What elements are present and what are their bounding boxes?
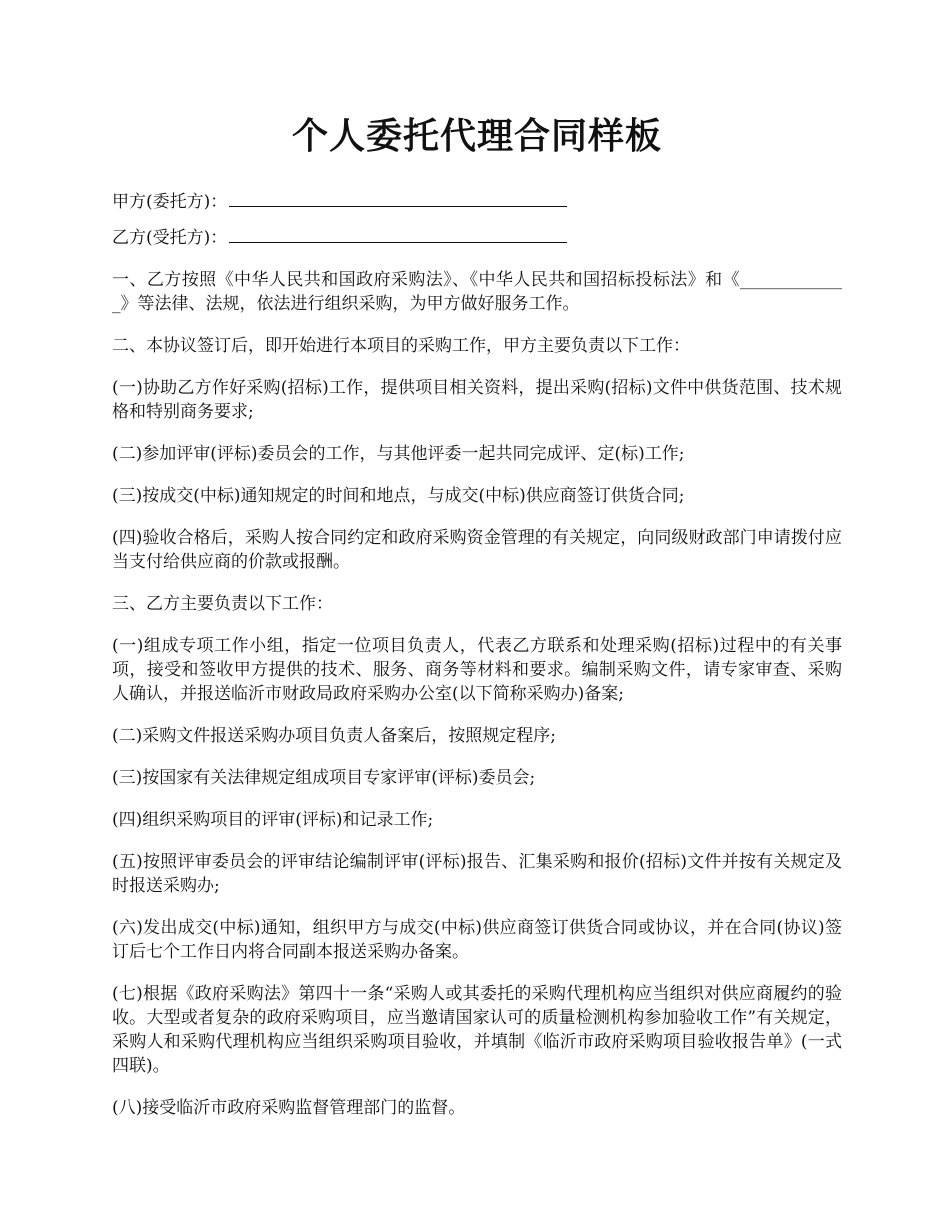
party-b-blank <box>229 226 567 243</box>
clause-3-item-3: (三)按国家有关法律规定组成项目专家评审(评标)委员会; <box>112 768 536 788</box>
clause-3-item-1: (一)组成专项工作小组，指定一位项目负责人，代表乙方联系和处理采购(招标)过程中的有关事项，接受和签收甲方提供的技术、服务、商务等材料和要求。编制采购文件，请专家审查、采购人确认，并报送临沂市财政局政府采购办公室(以下简称采购办)备案; <box>112 636 842 704</box>
document-title: 个人委托代理合同样板 <box>291 115 662 157</box>
party-b-line <box>112 226 842 250</box>
clause-3-item-6: (六)发出成交(中标)通知，组织甲方与成交(中标)供应商签订供货合同或协议，并在合同(协议)签订后七个工作日内将合同副本报送采购办备案。 <box>112 918 842 962</box>
clause-3: 三、乙方主要负责以下工作： <box>112 594 333 614</box>
party-b-label: 乙方(受托方)： <box>112 228 228 248</box>
clause-2-item-4: (四)验收合格后，采购人按合同约定和政府采购资金管理的有关规定，向同级财政部门申请拨付应当支付给供应商的价款或报酬。 <box>112 528 842 572</box>
clause-3-item-2: (二)采购文件报送采购办项目负责人备案后，按照规定程序; <box>112 726 556 746</box>
clause-2-item-1: (一)协助乙方作好采购(招标)工作，提供项目相关资料，提出采购(招标)文件中供货范围、技术规格和特别商务要求; <box>112 378 842 422</box>
clause-3-item-4: (四)组织采购项目的评审(评标)和记录工作; <box>112 810 434 830</box>
clause-2-item-2: (二)参加评审(评标)委员会的工作，与其他评委一起共同完成评、定(标)工作; <box>112 444 685 464</box>
clause-3-item-7: (七)根据《政府采购法》第四十一条“采购人或其委托的采购代理机构应当组织对供应商履约的验收。大型或者复杂的政府采购项目，应当邀请国家认可的质量检测机构参加验收工作”有关规定，采购人和采购代理机构应当组织采购项目验收，并填制《临沂市政府采购项目验收报告单》(一式四联)。 <box>112 984 842 1076</box>
party-a-blank <box>229 190 567 207</box>
clause-3-item-8: (八)接受临沂市政府采购监督管理部门的监督。 <box>112 1098 466 1118</box>
clause-2: 二、本协议签订后，即开始进行本项目的采购工作，甲方主要负责以下工作： <box>112 336 690 356</box>
clause-2-item-3: (三)按成交(中标)通知规定的时间和地点，与成交(中标)供应商签订供货合同; <box>112 486 685 506</box>
party-a-line <box>112 190 842 214</box>
party-a-label: 甲方(委托方)： <box>112 192 228 212</box>
clause-3-item-5: (五)按照评审委员会的评审结论编制评审(评标)报告、汇集采购和报价(招标)文件并按有关规定及时报送采购办; <box>112 852 842 896</box>
clause-1: 一、乙方按照《中华人民共和国政府采购法》、《中华人民共和国招标投标法》和《_____________》等法律、法规，依法进行组织采购，为甲方做好服务工作。 <box>112 270 842 314</box>
